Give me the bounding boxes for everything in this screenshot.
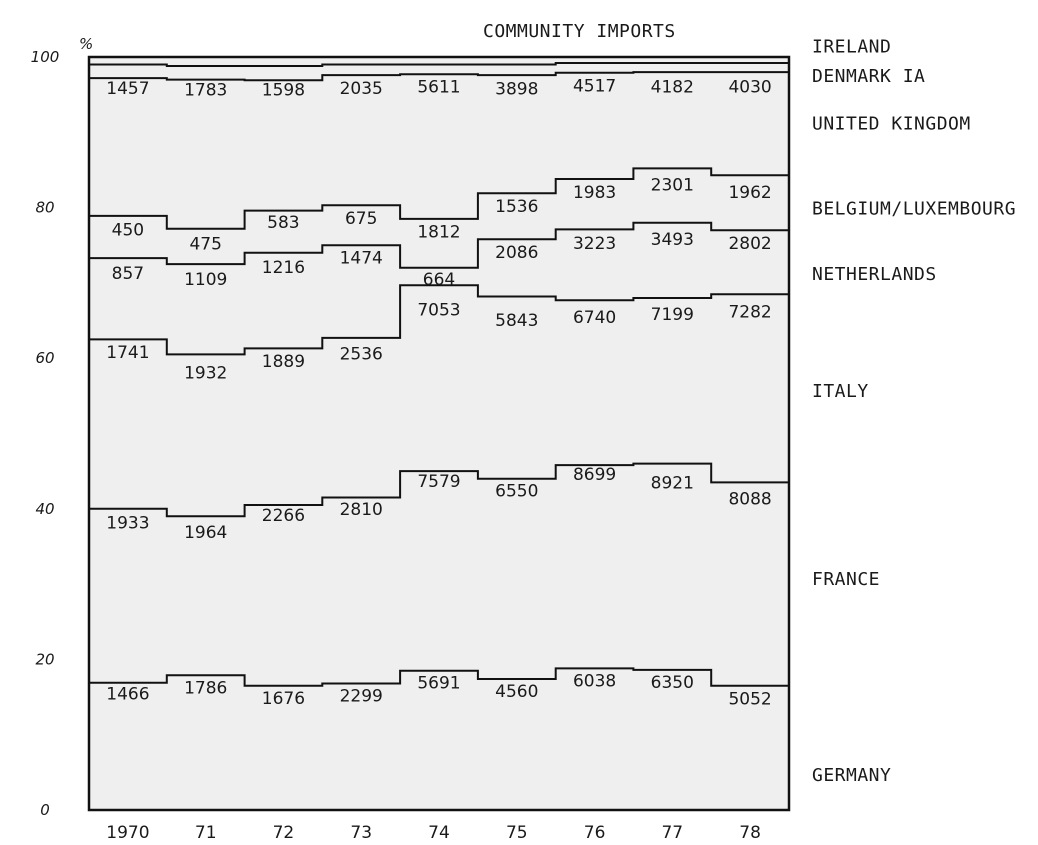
x-tick-label-71: 71 <box>194 823 217 841</box>
data-label-italy-3: 2536 <box>339 344 383 365</box>
data-label-france-5: 6550 <box>495 481 539 502</box>
data-label-france-8: 8088 <box>728 489 772 510</box>
data-label-belgium-luxembourg-5: 1536 <box>495 197 539 218</box>
data-label-italy-5: 5843 <box>495 310 539 331</box>
y-tick-label-80: 80 <box>35 198 55 217</box>
data-label-germany-5: 4560 <box>495 682 539 702</box>
data-label-netherlands-3: 1474 <box>339 248 383 269</box>
legend-italy: ITALY <box>812 380 869 402</box>
data-label-italy-1: 1932 <box>184 363 228 384</box>
legend-netherlands: NETHERLANDS <box>812 264 937 286</box>
data-label-germany-3: 2299 <box>339 686 383 707</box>
data-label-belgium-luxembourg-0: 450 <box>111 220 145 241</box>
data-label-netherlands-8: 2802 <box>728 234 772 254</box>
legend-germany: GERMANY <box>812 764 892 786</box>
data-label-united-kingdom-2: 1598 <box>261 80 306 101</box>
y-tick-label-100: 100 <box>30 48 60 66</box>
data-label-france-1: 1964 <box>184 523 228 544</box>
data-label-united-kingdom-1: 1783 <box>184 80 228 101</box>
data-label-united-kingdom-6: 4517 <box>572 76 617 97</box>
data-label-italy-6: 6740 <box>572 307 617 328</box>
y-tick-label-40: 40 <box>35 499 55 518</box>
data-label-netherlands-7: 3493 <box>650 230 694 251</box>
legend-belgium-luxembourg: BELGIUM/LUXEMBOURG <box>812 198 1017 220</box>
x-tick-label-73: 73 <box>350 823 373 841</box>
data-label-germany-2: 1676 <box>261 688 306 709</box>
data-label-belgium-luxembourg-3: 675 <box>344 209 378 230</box>
y-tick-label-60: 60 <box>35 349 55 368</box>
data-label-belgium-luxembourg-6: 1983 <box>572 182 617 203</box>
x-tick-label-74: 74 <box>428 823 450 841</box>
legend-denmark: DENMARK IA <box>812 66 926 88</box>
y-tick-label-0: 0 <box>40 801 50 819</box>
y-tick-label-20: 20 <box>35 650 55 669</box>
data-label-germany-0: 1466 <box>106 684 150 705</box>
x-tick-label-75: 75 <box>505 823 528 841</box>
data-label-united-kingdom-3: 2035 <box>339 78 383 99</box>
data-label-france-3: 2810 <box>339 499 383 520</box>
data-label-france-4: 7579 <box>417 471 461 492</box>
data-label-netherlands-5: 2086 <box>495 243 539 263</box>
data-label-italy-2: 1889 <box>261 352 306 373</box>
data-label-belgium-luxembourg-2: 583 <box>267 212 300 233</box>
data-label-united-kingdom-0: 1457 <box>106 78 150 99</box>
data-label-italy-8: 7282 <box>728 302 772 323</box>
data-label-netherlands-4: 664 <box>422 270 456 291</box>
x-tick-label-78: 78 <box>739 823 761 841</box>
data-label-belgium-luxembourg-4: 1812 <box>417 222 461 243</box>
x-tick-label-77: 77 <box>661 823 684 841</box>
x-tick-label-1970: 1970 <box>106 823 150 841</box>
data-label-united-kingdom-8: 4030 <box>728 77 772 98</box>
legend <box>812 37 1016 786</box>
data-label-netherlands-6: 3223 <box>572 234 617 254</box>
data-label-belgium-luxembourg-1: 475 <box>189 234 222 255</box>
data-label-france-7: 8921 <box>650 473 694 494</box>
data-label-germany-8: 5052 <box>728 689 772 710</box>
legend-france: FRANCE <box>812 569 881 591</box>
data-label-united-kingdom-7: 4182 <box>650 77 694 98</box>
data-label-netherlands-0: 857 <box>111 264 145 285</box>
data-label-germany-7: 6350 <box>650 673 694 693</box>
x-tick-label-72: 72 <box>272 823 295 841</box>
x-tick-label-76: 76 <box>583 823 606 841</box>
legend-ireland: IRELAND <box>812 36 892 58</box>
data-label-france-6: 8699 <box>572 465 617 486</box>
data-label-germany-6: 6038 <box>572 671 617 692</box>
data-label-france-2: 2266 <box>261 505 306 526</box>
data-label-united-kingdom-4: 5611 <box>417 77 461 98</box>
data-label-belgium-luxembourg-7: 2301 <box>650 175 694 196</box>
data-label-united-kingdom-5: 3898 <box>495 79 539 100</box>
data-label-italy-7: 7199 <box>650 304 694 325</box>
data-label-germany-4: 5691 <box>417 673 461 694</box>
data-label-germany-1: 1786 <box>184 678 228 699</box>
data-label-france-0: 1933 <box>106 513 150 534</box>
data-label-netherlands-2: 1216 <box>261 258 306 279</box>
y-unit-label: % <box>79 35 94 53</box>
legend-united-kingdom: UNITED KINGDOM <box>812 113 971 135</box>
data-label-netherlands-1: 1109 <box>184 270 228 291</box>
data-label-belgium-luxembourg-8: 1962 <box>728 182 772 203</box>
data-label-italy-0: 1741 <box>106 343 150 364</box>
data-label-italy-4: 7053 <box>417 300 461 321</box>
chart-title: COMMUNITY IMPORTS <box>483 21 676 42</box>
